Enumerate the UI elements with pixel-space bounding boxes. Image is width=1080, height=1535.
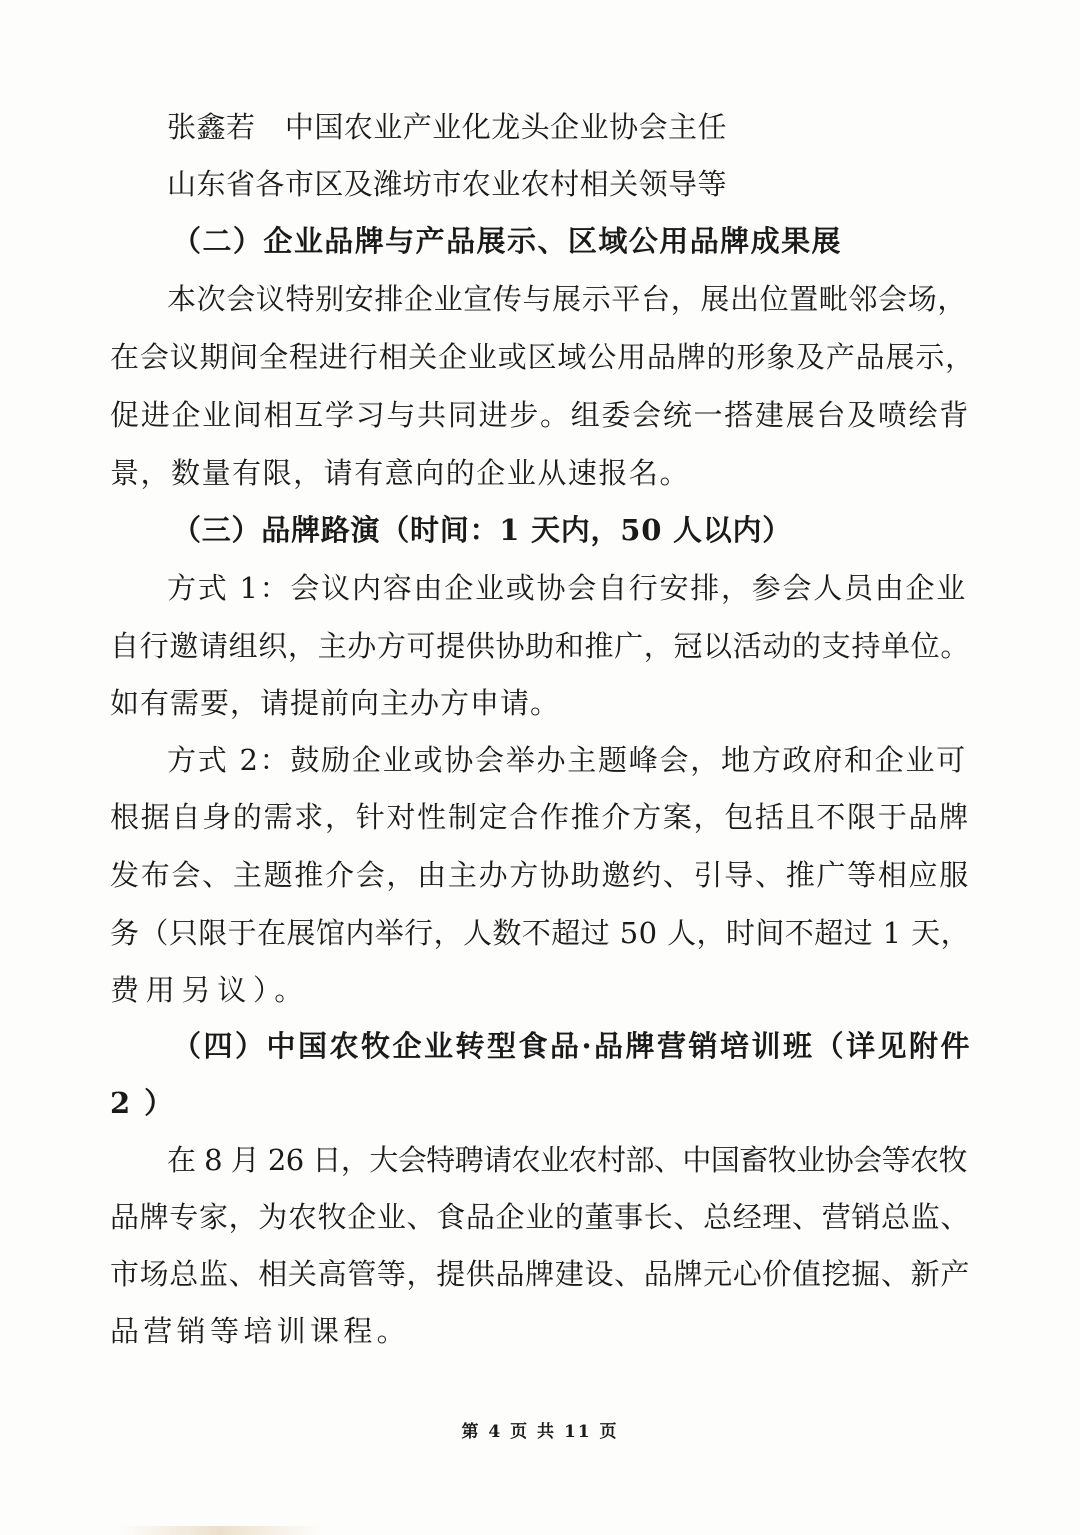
text-line: 发布会、主题推介会，由主办方协助邀约、引导、推广等相应服 <box>110 858 970 892</box>
text-line: 品牌专家，为农牧企业、食品企业的董事长、总经理、营销总监、 <box>110 1200 970 1234</box>
text-line: 本次会议特别安排企业宣传与展示平台，展出位置毗邻会场， <box>167 282 967 316</box>
text-line: 山东省各市区及潍坊市农业农村相关领导等 <box>167 167 727 201</box>
text-line: 市场总监、相关高管等，提供品牌建设、品牌元心价值挖掘、新产 <box>110 1257 970 1291</box>
page-footer: 第 4 页 共 11 页 <box>461 1422 619 1442</box>
text-line: 自行邀请组织，主办方可提供协助和推广，冠以活动的支持单位。 <box>110 629 970 663</box>
text-line: 方式 1：会议内容由企业或协会自行安排，参会人员由企业 <box>167 571 967 605</box>
text-line: 品营销等培训课程。 <box>110 1314 410 1348</box>
text-line: 费用另议）。 <box>110 973 310 1007</box>
section-heading: （三）品牌路演（时间：1 天内，50 人以内） <box>172 513 792 547</box>
text-line: 张鑫若 中国农业产业化龙头企业协会主任 <box>167 110 727 144</box>
text-line: 在 8 月 26 日，大会特聘请农业农村部、中国畜牧业协会等农牧 <box>167 1143 967 1177</box>
section-heading-continued: 2） <box>110 1086 188 1120</box>
text-line: 在会议期间全程进行相关企业或区域公用品牌的形象及产品展示， <box>110 340 975 374</box>
text-line: 景，数量有限，请有意向的企业从速报名。 <box>110 456 690 490</box>
text-line: 根据自身的需求，针对性制定合作推介方案，包括且不限于品牌 <box>110 800 970 834</box>
text-line: 方式 2：鼓励企业或协会举办主题峰会，地方政府和企业可 <box>167 743 967 777</box>
section-heading: （四）中国农牧企业转型食品·品牌营销培训班（详见附件 <box>172 1029 972 1063</box>
text-line: 如有需要，请提前向主办方申请。 <box>110 686 560 720</box>
scan-artifact <box>120 1526 320 1535</box>
section-heading: （二）企业品牌与产品展示、区域公用品牌成果展 <box>172 224 842 258</box>
text-line: 促进企业间相互学习与共同进步。组委会统一搭建展台及喷绘背 <box>110 398 970 432</box>
text-line: 务（只限于在展馆内举行，人数不超过 50 人，时间不超过 1 天， <box>110 916 970 950</box>
